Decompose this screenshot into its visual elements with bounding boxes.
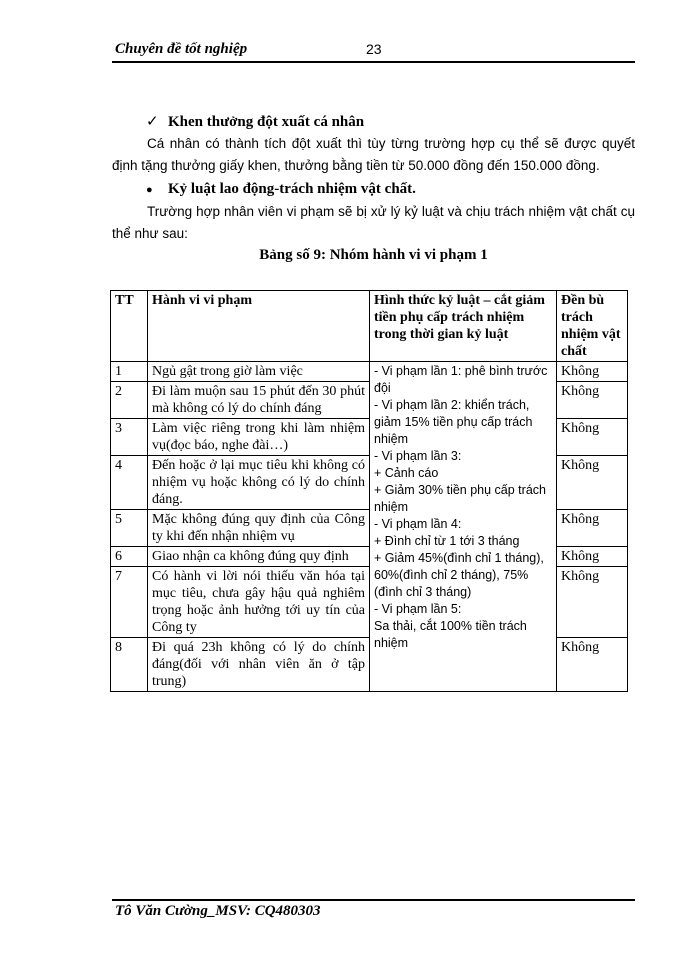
header-discipline: Hình thức kỷ luật – cắt giảm tiền phụ cấp trách nhiệm trong thời gian kỷ luật (370, 291, 557, 362)
section-paragraph: Cá nhân có thành tích đột xuất thì tùy từng trường hợp cụ thể sẽ được quyết định tặng thưởng giấy khen, thưởng bằng tiền từ 50.000 đồng đến 150.000 đồng. (112, 136, 635, 173)
header-compensation: Đền bù trách nhiệm vật chất (557, 291, 628, 362)
cell-compensation: Không (557, 547, 628, 567)
discipline-line: + Đình chỉ từ 1 tới 3 tháng (374, 534, 520, 548)
cell-tt: 8 (111, 638, 148, 692)
discipline-line: - Vi phạm lần 1: phê bình trước đội (374, 364, 548, 395)
section-reward (112, 111, 635, 177)
table-caption: Bảng số 9: Nhóm hành vi vi phạm 1 (259, 247, 488, 263)
discipline-line: - Vi phạm lần 4: (374, 517, 462, 531)
cell-tt: 3 (111, 419, 148, 456)
cell-behavior: Giao nhận ca không đúng quy định (148, 547, 370, 567)
bullet-icon: ● (146, 184, 153, 196)
discipline-line: + Giảm 45%(đình chỉ 1 tháng), 60%(đình chỉ 2 tháng), 75%(đình chỉ 3 tháng) (374, 551, 544, 599)
table-row (111, 362, 628, 382)
cell-compensation: Không (557, 382, 628, 419)
footer-rule (112, 899, 635, 901)
section-heading: Khen thưởng đột xuất cá nhân (168, 114, 365, 130)
discipline-line: + Giảm 30% tiền phụ cấp trách nhiệm (374, 483, 546, 514)
header-behavior: Hành vi vi phạm (148, 291, 370, 362)
discipline-line: - Vi phạm lần 5: (374, 602, 462, 616)
cell-tt: 6 (111, 547, 148, 567)
page-number: 23 (366, 41, 382, 57)
checkmark-icon: ✓ (146, 114, 159, 130)
header-tt: TT (111, 291, 148, 362)
cell-compensation: Không (557, 567, 628, 638)
cell-behavior: Có hành vi lời nói thiếu văn hóa tại mục tiêu, chưa gây hậu quả nghiêm trọng hoặc ảnh hưởng tới uy tín của Công ty (148, 567, 370, 638)
cell-tt: 2 (111, 382, 148, 419)
discipline-line: Sa thải, cắt 100% tiền trách nhiệm (374, 619, 527, 650)
header-rule (112, 61, 635, 63)
footer-author: Tô Văn Cường_MSV: CQ480303 (115, 903, 321, 919)
table-header-row (111, 291, 628, 362)
cell-tt: 5 (111, 510, 148, 547)
section-heading: Kỷ luật lao động-trách nhiệm vật chất. (168, 181, 416, 197)
cell-discipline (370, 362, 557, 692)
cell-behavior: Làm việc riêng trong khi làm nhiệm vụ(đọc báo, nghe đài…) (148, 419, 370, 456)
discipline-line: + Cảnh cáo (374, 466, 439, 480)
cell-behavior: Ngủ gật trong giờ làm việc (148, 362, 370, 382)
cell-behavior: Đến hoặc ở lại mục tiêu khi không có nhiệm vụ hoặc không có lý do chính đáng. (148, 456, 370, 510)
cell-behavior: Đi làm muộn sau 15 phút đến 30 phút mà không có lý do chính đáng (148, 382, 370, 419)
violation-table (110, 290, 628, 692)
page-header (112, 40, 635, 62)
cell-behavior: Đi quá 23h không có lý do chính đáng(đối với nhân viên ăn ở tập trung) (148, 638, 370, 692)
cell-compensation: Không (557, 362, 628, 382)
discipline-line: - Vi phạm lần 3: (374, 449, 462, 463)
cell-tt: 4 (111, 456, 148, 510)
cell-compensation: Không (557, 419, 628, 456)
discipline-line: - Vi phạm lần 2: khiển trách, giảm 15% tiền phụ cấp trách nhiệm (374, 398, 533, 446)
cell-compensation: Không (557, 456, 628, 510)
document-title: Chuyên đề tốt nghiệp (115, 41, 248, 57)
cell-behavior: Mặc không đúng quy định của Công ty khi đến nhận nhiệm vụ (148, 510, 370, 547)
cell-tt: 7 (111, 567, 148, 638)
section-discipline (112, 178, 635, 245)
cell-tt: 1 (111, 362, 148, 382)
section-paragraph: Trường hợp nhân viên vi phạm sẽ bị xử lý kỷ luật và chịu trách nhiệm vật chất cụ thể như sau: (112, 204, 635, 241)
cell-compensation: Không (557, 638, 628, 692)
cell-compensation: Không (557, 510, 628, 547)
